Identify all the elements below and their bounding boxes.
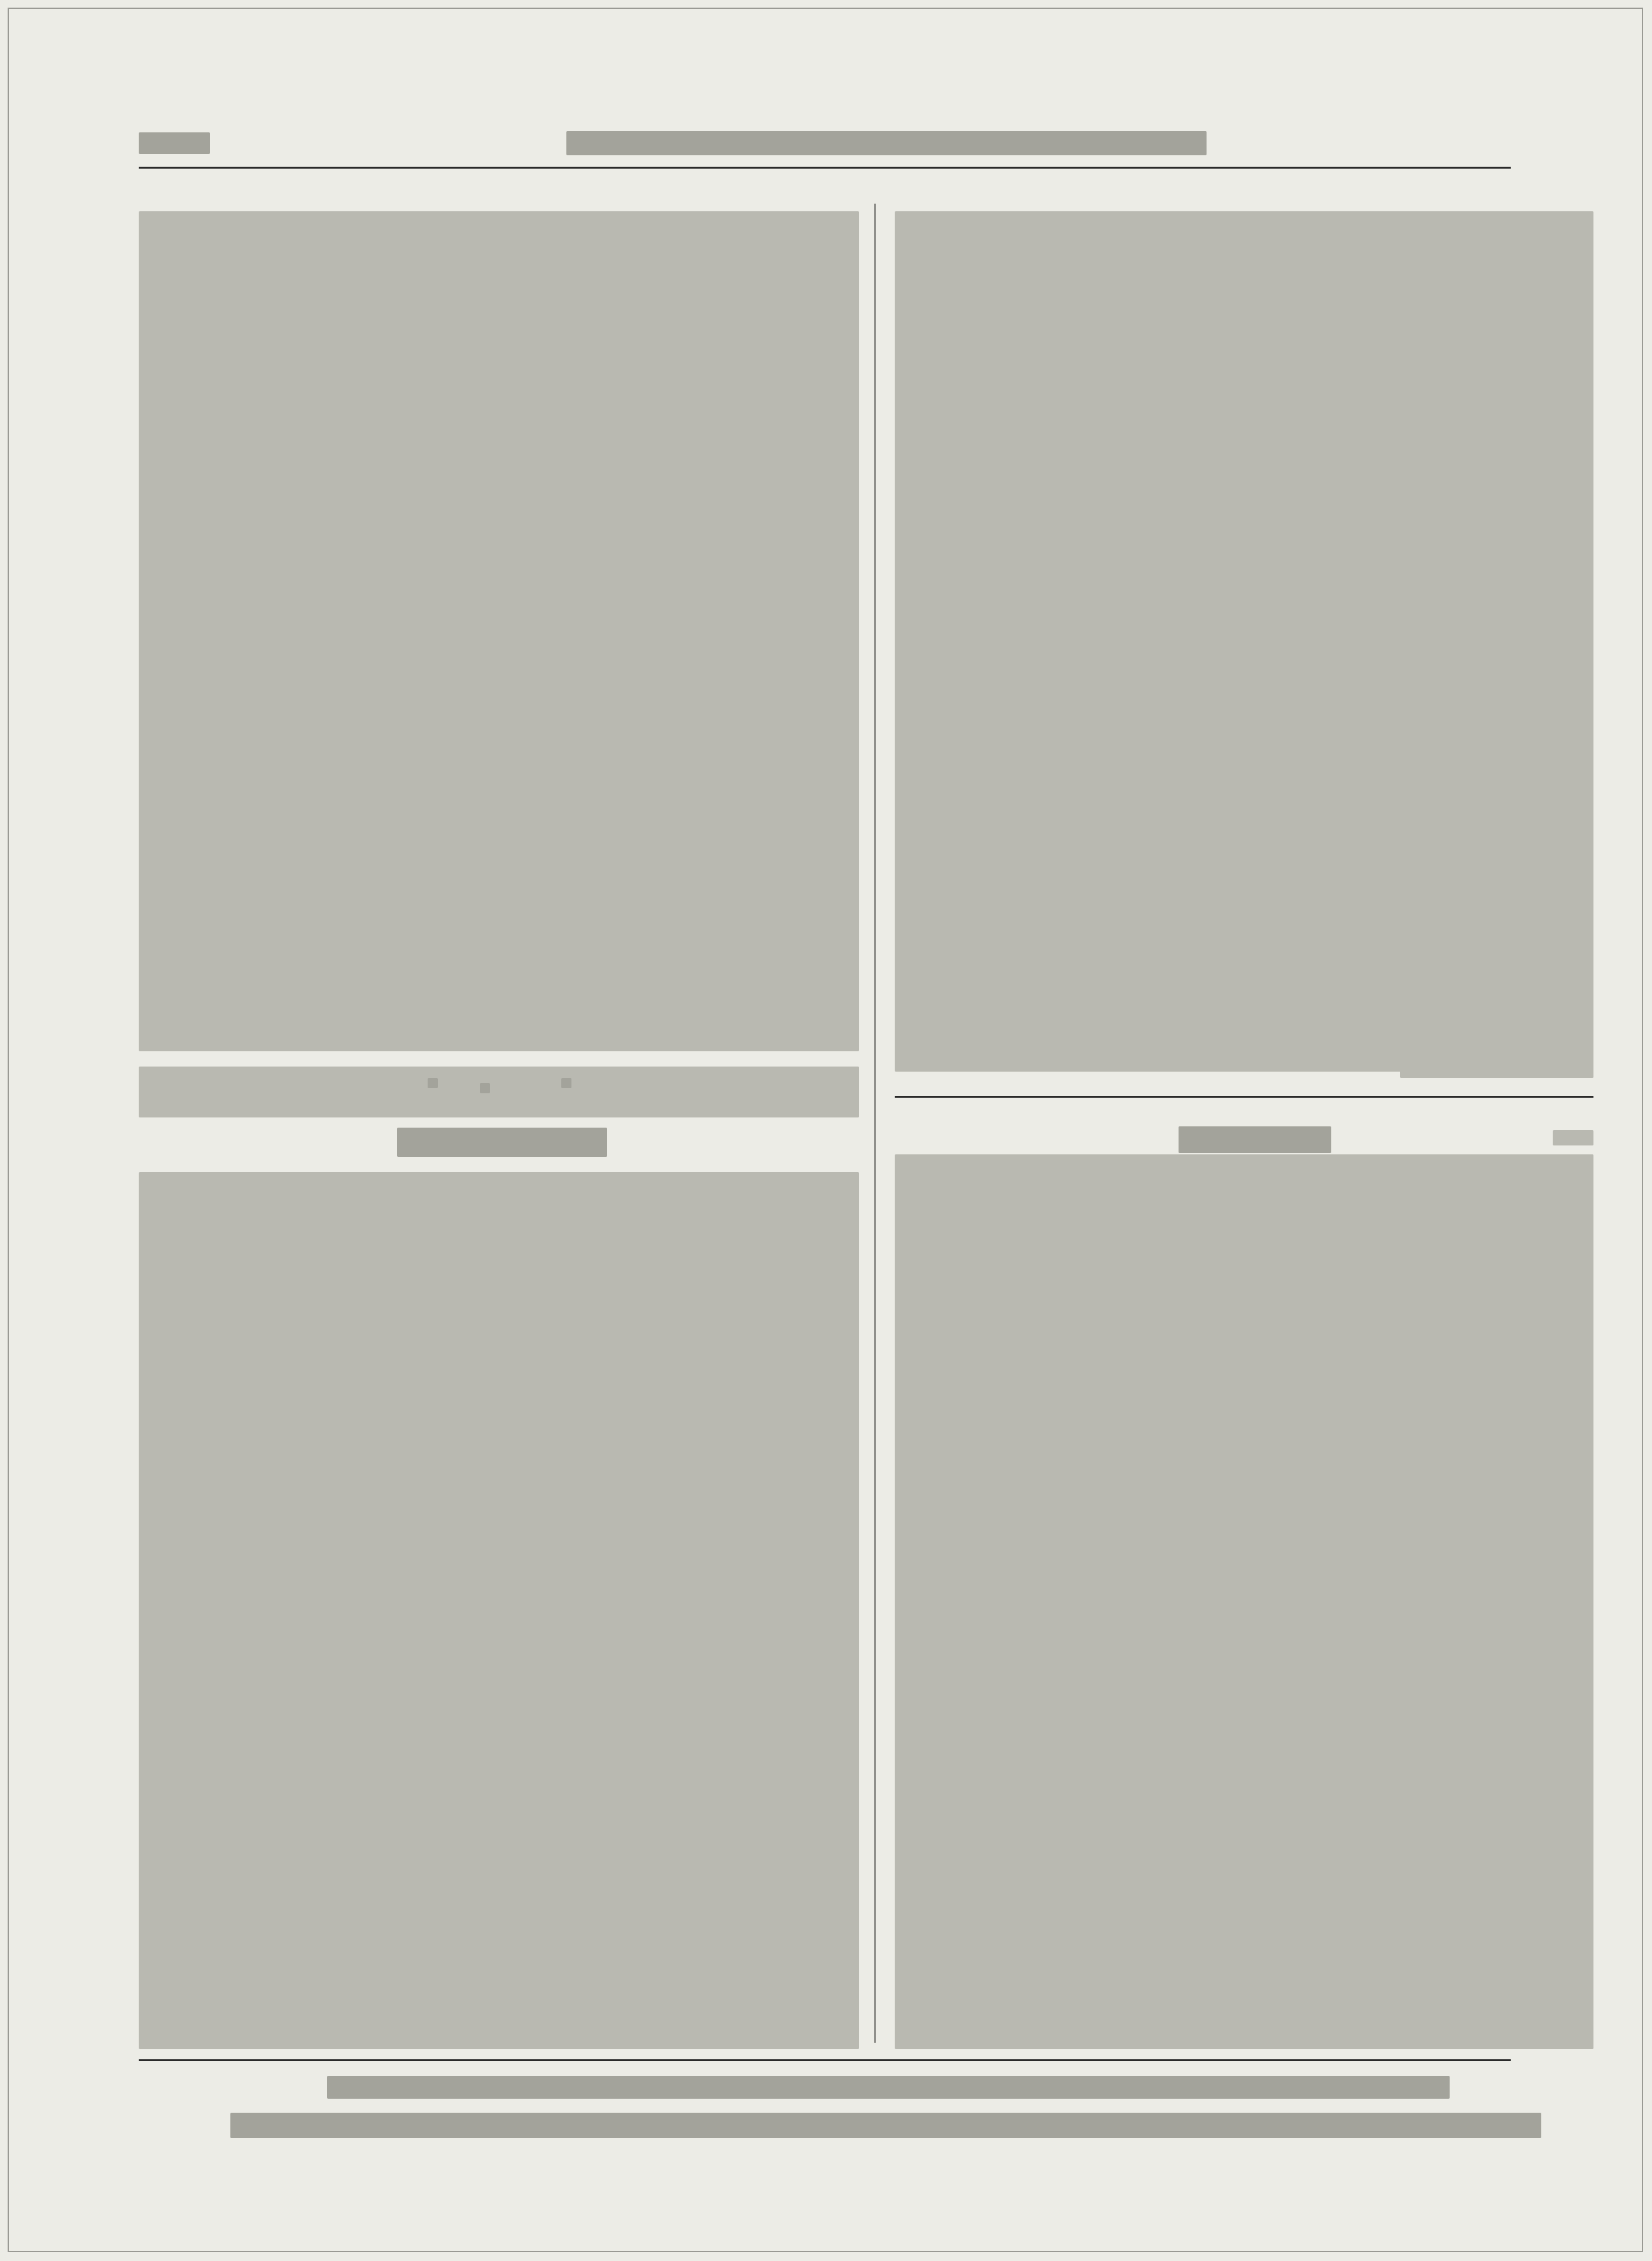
footer-line-1-placeholder bbox=[327, 2076, 1450, 2099]
header-title-placeholder bbox=[566, 131, 1207, 155]
left-entry-block-3 bbox=[139, 1172, 859, 2049]
column-divider bbox=[874, 204, 876, 2043]
right-continuation-note-placeholder bbox=[1400, 1058, 1593, 1078]
right-section-rule bbox=[895, 1096, 1593, 1098]
contents-heading-placeholder bbox=[1179, 1126, 1331, 1153]
left-entry-block-2 bbox=[139, 1067, 859, 1117]
asterisk-2 bbox=[480, 1083, 490, 1093]
asterisk-3 bbox=[561, 1078, 571, 1088]
header-rule bbox=[139, 167, 1511, 169]
asterisk-1 bbox=[428, 1078, 438, 1088]
footer-rule bbox=[139, 2059, 1511, 2061]
contents-list-placeholder bbox=[895, 1154, 1593, 2049]
left-entry-block-1 bbox=[139, 211, 859, 1051]
page-number-placeholder bbox=[139, 132, 210, 154]
right-entry-block-1 bbox=[895, 211, 1593, 1072]
footer-line-2-placeholder bbox=[230, 2113, 1541, 2138]
contents-page-label-placeholder bbox=[1553, 1130, 1593, 1145]
section-heading-placeholder bbox=[397, 1128, 607, 1157]
